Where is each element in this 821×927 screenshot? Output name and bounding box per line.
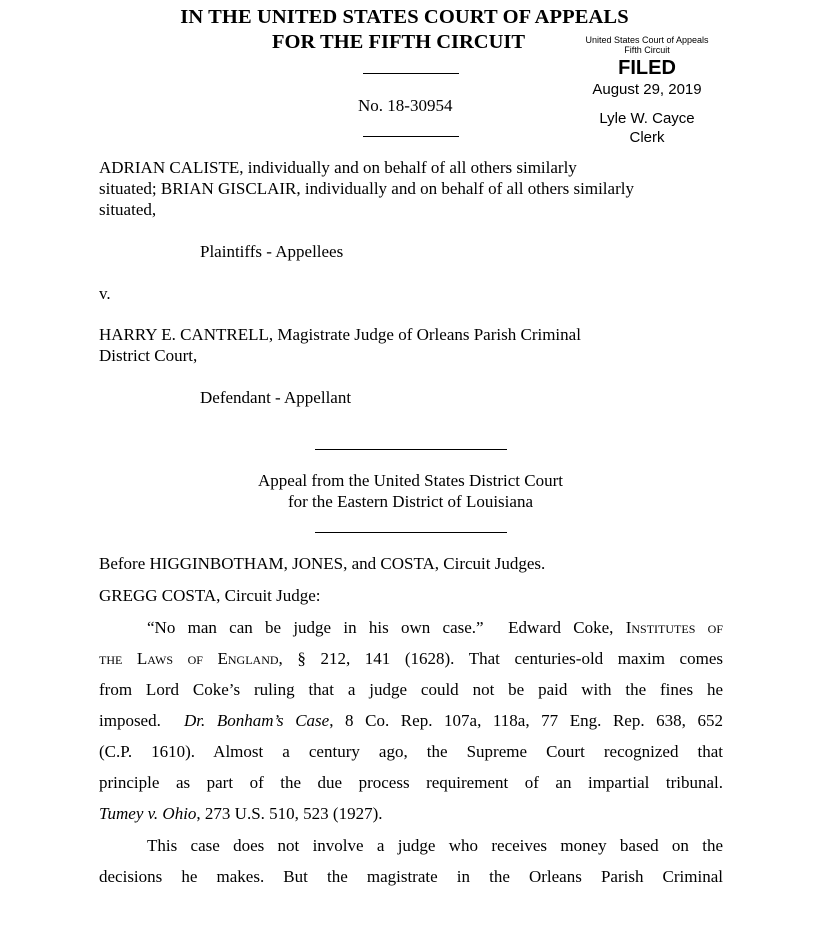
rule-below-case-number — [363, 136, 459, 137]
plaintiffs-line1: ADRIAN CALISTE, individually and on behalf of all others similarly — [99, 158, 577, 177]
court-title-line2: FOR THE FIFTH CIRCUIT — [272, 31, 526, 53]
para1-line7 — [99, 798, 723, 829]
stamp-court: United States Court of Appeals — [585, 35, 709, 45]
author-line: GREGG COSTA, Circuit Judge: — [99, 586, 321, 605]
para1-line6: principle as part of the due process requirement of an impartial tribunal. — [99, 773, 723, 792]
opinion-paragraph-2 — [99, 830, 723, 892]
versus: v. — [99, 284, 111, 303]
para1-line2 — [99, 643, 723, 674]
para1-line4 — [99, 705, 723, 736]
para1-line1 — [99, 612, 723, 643]
stamp-clerk-name: Lyle W. Cayce — [599, 110, 695, 127]
appeal-line1 — [0, 471, 821, 491]
para1-quote: “No man can be judge in his own case.” — [147, 618, 484, 637]
para1-line7-rest: , 273 U.S. 510, 523 (1927). — [196, 804, 383, 823]
para1-imposed: imposed. — [99, 711, 161, 730]
appeal-line1-text: Appeal from the United States District Court — [258, 471, 563, 490]
appeal-line2-text: for the Eastern District of Louisiana — [287, 492, 533, 511]
para1-line4-rest: , 8 Co. Rep. 107a, 118a, 77 Eng. Rep. 638, 652 — [329, 711, 724, 730]
plaintiffs-line2: situated; BRIAN GISCLAIR, individually and on behalf of all others similarly — [99, 179, 634, 198]
para2-line2: decisions he makes. But the magistrate in the Orleans Parish Criminal — [99, 867, 723, 886]
stamp-clerk-title: Clerk — [629, 129, 665, 146]
defendant-line2: District Court, — [99, 346, 198, 365]
para1-case-tumey: Tumey v. Ohio — [99, 804, 197, 823]
defendant-role: Defendant - Appellant — [200, 388, 352, 407]
opinion-paragraph-1 — [99, 612, 723, 829]
stamp-date: August 29, 2019 — [592, 81, 702, 98]
para2-line1: This case does not involve a judge who receives money based on the — [147, 836, 723, 855]
rule-above-case-number — [363, 73, 459, 74]
para1-case-bonham: Dr. Bonham’s Case — [184, 711, 330, 730]
para1-work: Institutes of — [625, 618, 723, 637]
rule-above-appeal — [315, 449, 507, 450]
plaintiffs-line3: situated, — [99, 200, 157, 219]
stamp-circuit: Fifth Circuit — [624, 45, 670, 55]
para1-line2-rest: , § 212, 141 (1628). That centuries-old maxim comes — [278, 649, 723, 668]
para1-work-cont: the Laws of England — [99, 649, 279, 668]
para1-line5: (C.P. 1610). Almost a century ago, the Supreme Court recognized that — [99, 742, 723, 761]
rule-below-appeal — [315, 532, 507, 533]
para1-author: Edward Coke, — [508, 618, 614, 637]
defendant-line1: HARRY E. CANTRELL, Magistrate Judge of Orleans Parish Criminal — [99, 325, 581, 344]
appeal-line2 — [0, 492, 821, 512]
para1-line3: from Lord Coke’s ruling that a judge could not be paid with the fines he — [99, 680, 723, 699]
panel-line: Before HIGGINBOTHAM, JONES, and COSTA, Circuit Judges. — [99, 554, 546, 573]
stamp-filed: FILED — [618, 57, 676, 79]
case-number: No. 18-30954 — [358, 96, 453, 115]
court-title-line1: IN THE UNITED STATES COURT OF APPEALS — [180, 6, 629, 28]
plaintiffs-role: Plaintiffs - Appellees — [200, 242, 344, 261]
